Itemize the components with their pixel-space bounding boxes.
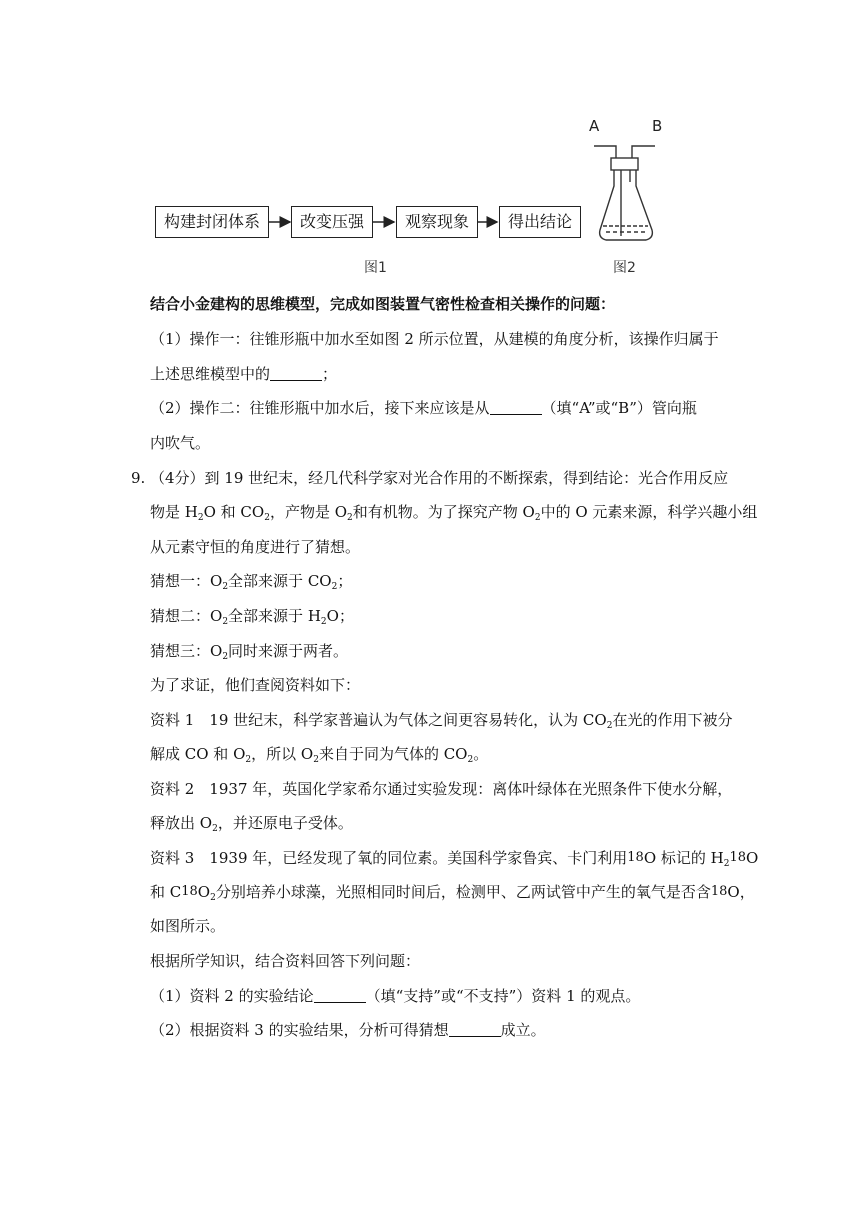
q9-line2: 物是 $H_2O$ 和 $CO_2$，产物是 $O_2$和有机物。为了探究产物 $O_2$中的 O 元素来源，科学兴趣小组 [150,503,758,523]
figure1-caption: 图1 [364,260,387,276]
q8-part2-line1: （2）操作二：往锥形瓶中加水后，接下来应该是从 （填“A”或“B”）管向瓶 [150,399,697,417]
q8-part1-line1: （1）操作一：往锥形瓶中加水至如图 2 所示位置，从建模的角度分析，该操作归属于 [150,330,719,348]
flow-box-conclude: 得出结论 [499,206,581,238]
figure2-caption: 图2 [613,260,636,276]
q8-part2-line2: 内吹气。 [150,434,211,452]
answer-blank[interactable] [270,366,322,381]
ref1-line2: 解成 CO 和 $O_2$，所以 $O_2$来自于同为气体的 $CO_2$。 [150,745,489,765]
answer-blank[interactable] [314,988,366,1003]
answer-blank[interactable] [490,400,542,415]
ref2-line1: 资料 2 1937 年，英国化学家希尔通过实验发现：离体叶绿体在光照条件下使水分解， [150,780,733,798]
ref3-line1: 资料 3 1939 年，已经发现了氧的同位素。美国科学家鲁宾、卡门利用$^{18}$O 标记的 $H_2^{18}O$ [150,849,759,869]
guess-1: 猜想一：$O_2$全部来源于 $CO_2$； [150,572,353,592]
q9-line3: 从元素守恒的角度进行了猜想。 [150,538,361,556]
guess-2: 猜想二：$O_2$全部来源于 $H_2O$； [150,607,354,627]
ref3-line3: 如图所示。 [150,917,226,935]
q8-intro: 结合小金建构的思维模型，完成如图装置气密性检查相关操作的问题： [150,295,616,313]
answer-2: （2）根据资料 3 的实验结果，分析可得猜想 成立。 [150,1021,546,1039]
flow-box-build: 构建封闭体系 [155,206,269,238]
ref2-line2: 释放出 $O_2$，并还原电子受体。 [150,814,353,834]
flow-arrows [0,0,865,260]
tube-a-label: A [589,117,600,135]
tube-b-label: B [652,117,663,135]
answer-intro: 根据所学知识，结合资料回答下列问题： [150,952,421,970]
answer-1: （1）资料 2 的实验结论 （填“支持”或“不支持”）资料 1 的观点。 [150,987,641,1005]
flask-apparatus-icon [594,146,655,240]
ref3-line2: 和 $C^{18}O_2$分别培养小球藻，光照相同时间后，检测甲、乙两试管中产生的氧气是否含$^{18}$O， [150,883,755,903]
answer-blank[interactable] [449,1022,501,1037]
q9-line1: （4分）到 19 世纪末，经几代科学家对光合作用的不断探索，得到结论：光合作用反应 [150,469,729,487]
seek-line: 为了求证，他们查阅资料如下： [150,676,361,694]
ref1-line1: 资料 1 19 世纪末，科学家普遍认为气体之间更容易转化，认为 $CO_2$在光的作用下被分 [150,711,733,731]
q8-part1-line2: 上述思维模型中的 ； [150,365,338,383]
flow-box-observe: 观察现象 [396,206,478,238]
guess-3: 猜想三：$O_2$同时来源于两者。 [150,642,349,662]
flow-box-pressure: 改变压强 [291,206,373,238]
q9-number: 9. [131,469,146,487]
